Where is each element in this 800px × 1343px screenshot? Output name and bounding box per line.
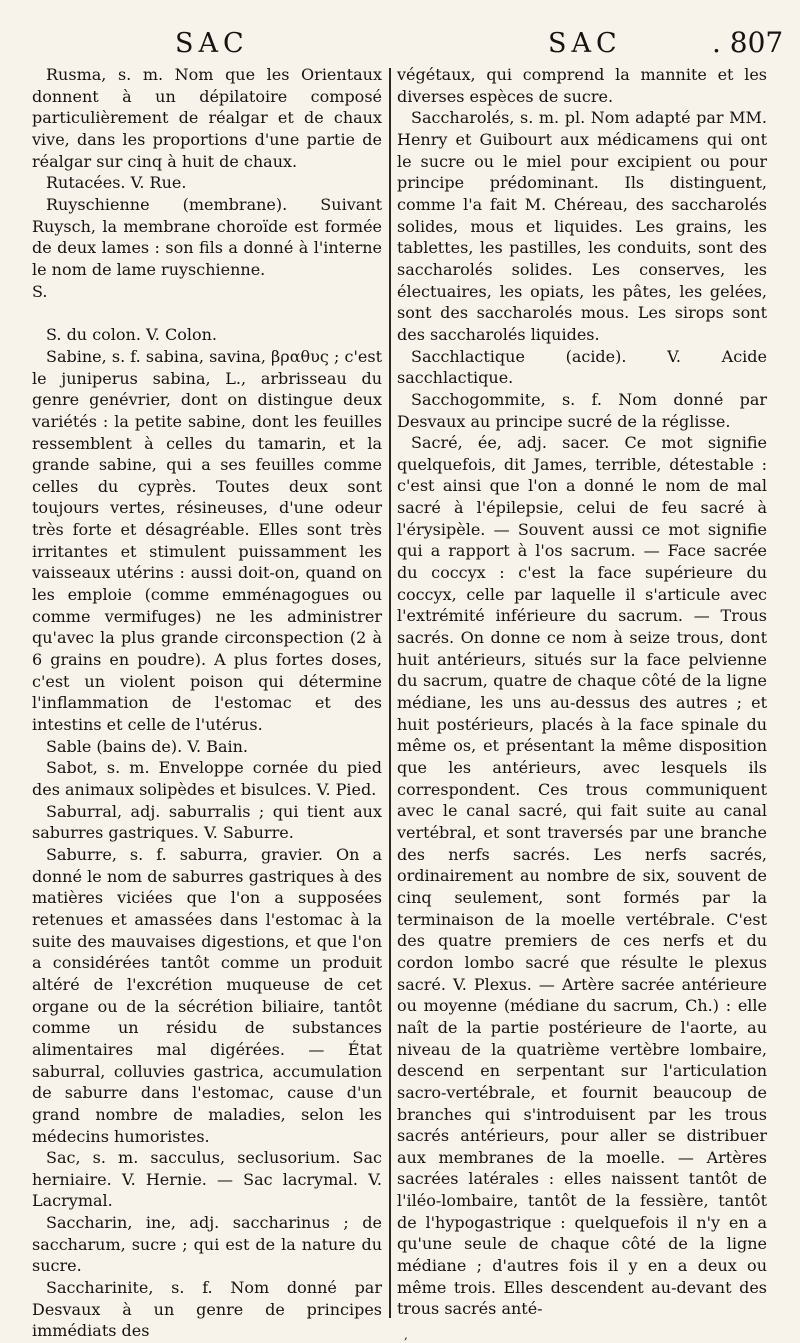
running-head-right: SAC	[548, 28, 622, 59]
entry-sable: Sable (bains de). V. Bain.	[46, 736, 249, 756]
right-column	[397, 64, 767, 1320]
entry-s-du-colon: S. du colon. V. Colon.	[46, 325, 217, 345]
entry-sabot: Sabot, s. m. Enveloppe cornée du pied des animaux solipèdes et bisulces. V. Pied.	[32, 758, 382, 799]
entry-ruyschienne: Ruyschienne (membrane). Suivant Ruysch, la membrane choroïde est formée de deux lames : son fils a donné à l'interne le nom de lame ruyschienne.	[32, 194, 382, 279]
column-divider	[389, 68, 391, 1318]
entry-rusma: Rusma, s. m. Nom que les Orientaux donnent à un dépilatoire composé particulièrement de réalgar et de chaux vive, dans les proportions d'une partie de réalgar sur cinq à huit de chaux.	[32, 65, 382, 171]
entry-continuation: végétaux, qui comprend la mannite et les diverses espèces de sucre.	[397, 65, 767, 106]
entry-saccharin: Saccharin, ine, adj. saccharinus ; de saccharum, sucre ; qui est de la nature du sucre.	[32, 1213, 382, 1276]
entry-saccharoles: Saccharolés, s. m. pl. Nom adapté par MM. Henry et Guibourt aux médicamens qui ont le sucre ou le miel pour excipient ou pour principe prédominant. Ils distinguent, comme l'a fait M. Chéreau, des saccharolés solides, mous et liquides. Les grains, les tablettes, les pastilles, les conduits, sont des saccharolés solides. Les conserves, les électuaires, les opiats, les pâtes, les gelées, sont des saccharolés mous. Les sirops sont des saccharolés liquides.	[397, 108, 767, 344]
entry-rutacees: Rutacées. V. Rue.	[46, 173, 187, 193]
entry-saburral: Saburral, adj. saburralis ; qui tient aux saburres gastriques. V. Saburre.	[32, 801, 382, 843]
bottom-mark: ,	[404, 1328, 408, 1342]
entry-sacchlactique: Sacchlactique (acide). V. Acide sacchlactique.	[397, 346, 767, 388]
entry-sac: Sac, s. m. sacculus, seclusorium. Sac herniaire. V. Hernie. — Sac lacrymal. V. Lacrymal.	[32, 1148, 382, 1211]
section-spacer	[32, 302, 382, 324]
running-head-left: SAC	[175, 28, 249, 59]
section-letter-s: S.	[32, 281, 48, 301]
entry-sabine: Sabine, s. f. sabina, savina, βραθυς ; c'est le juniperus sabina, L., arbrisseau du genre genévrier, dont on distingue deux variétés : la petite sabine, dont les feuilles ressemblent à celles du tamarin, et la grande sabine, qui a ses feuilles comme celles du cyprès. Toutes deux sont toujours vertes, résineuses, d'une odeur très forte et désagréable. Elles sont très irritantes et stimulent puissamment les vaisseaux utérins : aussi doit-on, quand on les emploie (comme emménagogues ou comme vermifuges) ne les administrer qu'avec la plus grande circonspection (2 à 6 grains en poudre). A plus fortes doses, c'est un violent poison qui détermine l'inflammation de l'estomac et des intestins et celle de l'utérus.	[32, 346, 382, 735]
left-column	[32, 64, 382, 1342]
entry-sacchogommite: Sacchogommite, s. f. Nom donné par Desvaux au principe sucré de la réglisse.	[397, 389, 767, 431]
entry-saccharinite: Saccharinite, s. f. Nom donné par Desvaux à un genre de principes immédiats des	[32, 1278, 382, 1341]
page-number: . 807	[712, 26, 784, 59]
entry-saburre: Saburre, s. f. saburra, gravier. On a donné le nom de saburres gastriques à des matières viciées que l'on a supposées retenues et amassées dans l'estomac à la suite des mauvaises digestions, et que l'on a considérées tantôt comme un produit altéré de l'excrétion muqueuse de cet organe ou de la sécrétion biliaire, tantôt comme un résidu de substances alimentaires mal digérées. — État saburral, colluvies gastrica, accumulation de saburre dans l'estomac, cause d'un grand nombre de maladies, selon les médecins humoristes.	[32, 844, 382, 1146]
entry-sacre: Sacré, ée, adj. sacer. Ce mot signifie quelquefois, dit James, terrible, détestable : c'est ainsi que l'on a donné le nom de mal sacré à l'épilepsie, celui de feu sacré à l'érysipèle. — Souvent aussi ce mot signifie qui a rapport à l'os sacrum. — Face sacrée du coccyx : c'est la face supérieure du coccyx, celle par laquelle il s'articule avec l'extrémité inférieure du sacrum. — Trous sacrés. On donne ce nom à seize trous, dont huit antérieurs, situés sur la face pelvienne du sacrum, quatre de chaque côté de la ligne médiane, les uns au-dessus des autres ; et huit postérieurs, placés à la face spinale du même os, et présentant la même disposition que les antérieurs, avec lesquels ils correspondent. Ces trous communiquent avec le canal sacré, qui fait suite au canal vertébral, et sont traversés par une branche des nerfs sacrés. Les nerfs sacrés, ordinairement au nombre de six, souvent de cinq seulement, sont formés par la terminaison de la moelle vertébrale. C'est des quatre premiers de ces nerfs et du cordon lombo sacré que résulte le plexus sacré. V. Plexus. — Artère sacrée antérieure ou moyenne (médiane du sacrum, Ch.) : elle naît de la partie postérieure de l'aorte, au niveau de la quatrième vertèbre lombaire, descend en serpentant sur l'articulation sacro-vertébrale, et fournit beaucoup de branches qui s'introduisent par les trous sacrés antérieurs, pour aller se distribuer aux membranes de la moelle. — Artères sacrées latérales : elles naissent tantôt de l'iléo-lombaire, tantôt de la fessière, tantôt de l'hypogastrique : quelquefois il n'y en a qu'une seule de chaque côté de la ligne médiane ; d'autres fois il y en a deux ou même trois. Elles descendent au-devant des trous sacrés anté-	[397, 433, 767, 1319]
